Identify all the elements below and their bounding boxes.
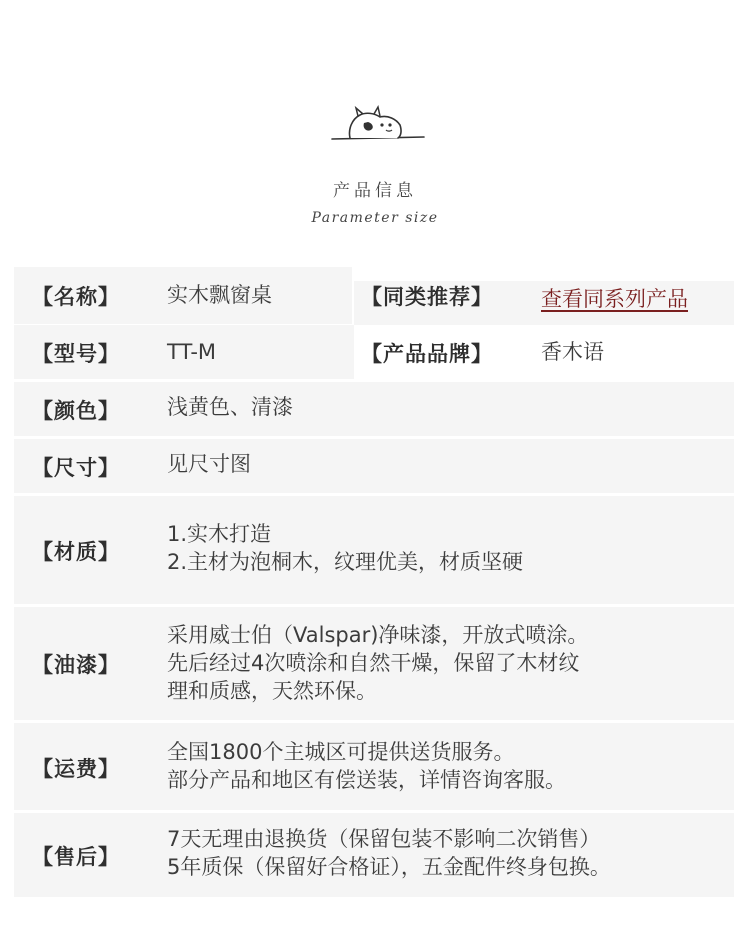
section-header bbox=[0, 0, 750, 260]
value-line: 2.主材为泡桐木，纹理优美，材质坚硬 bbox=[167, 550, 524, 574]
row-key: 【售后】 bbox=[32, 845, 120, 869]
row-value bbox=[167, 621, 588, 705]
table-row bbox=[14, 439, 734, 493]
value-line: 全国1800个主城区可提供送货服务。 bbox=[167, 740, 515, 764]
parameter-table bbox=[14, 267, 734, 897]
value-line: 1.实木打造 bbox=[167, 522, 272, 546]
value-line: 先后经过4次喷涂和自然干燥，保留了木材纹 bbox=[167, 651, 580, 675]
value-line: 见尺寸图 bbox=[167, 452, 251, 476]
row-key: 【型号】 bbox=[32, 342, 120, 366]
row-value bbox=[167, 738, 566, 794]
table-row bbox=[14, 607, 734, 720]
section-subtitle: Parameter size bbox=[311, 210, 439, 226]
row-key: 【材质】 bbox=[32, 540, 120, 564]
table-row bbox=[14, 496, 734, 604]
value-line: 5年质保（保留好合格证），五金配件终身包换。 bbox=[167, 855, 611, 879]
row-value: 香木语 bbox=[541, 340, 604, 364]
row-value: 实木飘窗桌 bbox=[167, 283, 272, 307]
row-key: 【同类推荐】 bbox=[361, 285, 493, 309]
row-key: 【尺寸】 bbox=[32, 456, 120, 480]
row-key: 【运费】 bbox=[32, 757, 120, 781]
value-line: 理和质感，天然环保。 bbox=[167, 679, 377, 703]
cow-mascot-icon bbox=[328, 103, 428, 145]
related-products-link[interactable]: 查看同系列产品 bbox=[541, 287, 688, 311]
table-row bbox=[14, 267, 734, 324]
row-value bbox=[167, 520, 523, 576]
table-row bbox=[14, 813, 734, 897]
row-key: 【产品品牌】 bbox=[361, 342, 493, 366]
row-value bbox=[167, 825, 611, 881]
value-line: 采用威士伯（Valspar)净味漆，开放式喷涂。 bbox=[167, 623, 589, 647]
value-line: 部分产品和地区有偿送装，详情咨询客服。 bbox=[167, 768, 566, 792]
value-line: 浅黄色、清漆 bbox=[167, 395, 293, 419]
table-row bbox=[14, 723, 734, 810]
row-key: 【油漆】 bbox=[32, 653, 120, 677]
row-value bbox=[167, 450, 251, 478]
table-row bbox=[14, 382, 734, 436]
row-value bbox=[167, 393, 293, 421]
row-value: TT-M bbox=[167, 340, 217, 364]
table-row bbox=[14, 325, 734, 379]
value-line: 7天无理由退换货（保留包装不影响二次销售） bbox=[167, 827, 601, 851]
section-title: 产品信息 bbox=[333, 181, 417, 201]
row-key: 【名称】 bbox=[32, 285, 120, 309]
row-key: 【颜色】 bbox=[32, 399, 120, 423]
